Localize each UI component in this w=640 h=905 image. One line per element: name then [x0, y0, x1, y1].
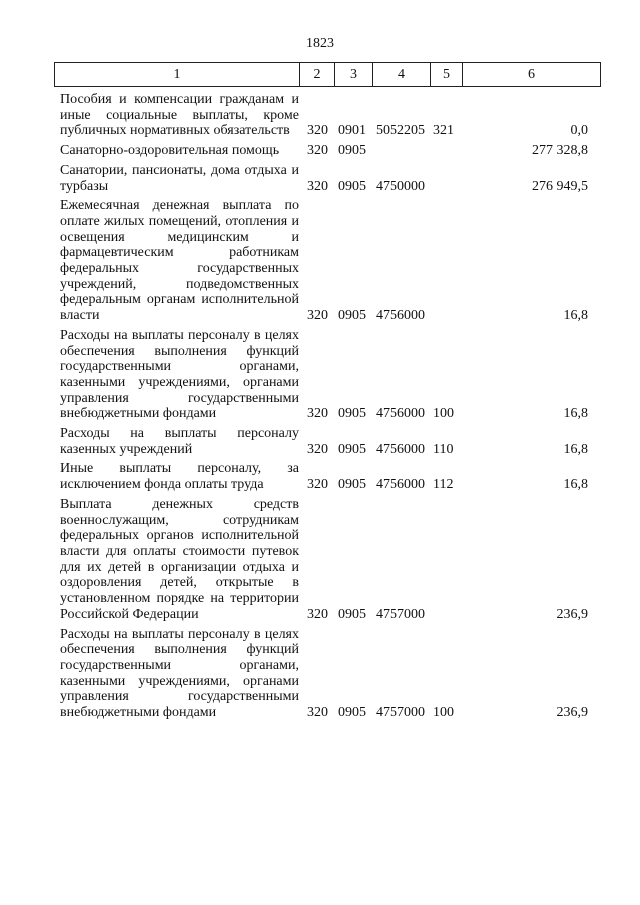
column-header-6: 6 [463, 63, 601, 87]
row-code-4: 4756000 [376, 308, 425, 324]
row-name: Выплата денежных средств военнослужащим, сотрудникам федеральных органов исполнительной власти для оплаты стоимости путевок для их детей в организации отдыха и оздоровления детей, открытые в установленном порядке на территории Российской Федерации [60, 496, 299, 622]
budget-table-body [54, 92, 600, 721]
table-row [54, 461, 600, 492]
row-code-5: 100 [433, 406, 454, 422]
row-code-4: 4756000 [376, 441, 425, 457]
table-row [54, 497, 600, 623]
row-name: Пособия и компенсации гражданам и иные социальные выплаты, кроме публичных нормативных обязательств [60, 92, 299, 139]
row-code-2: 320 [307, 308, 328, 324]
row-amount: 16,8 [563, 477, 588, 493]
row-amount: 0,0 [570, 123, 588, 139]
row-name: Санаторно-оздоровительная помощь [60, 143, 280, 159]
row-code-2: 320 [307, 606, 328, 622]
row-code-4: 4756000 [376, 406, 425, 422]
row-code-3: 0905 [338, 406, 366, 422]
row-amount: 16,8 [563, 406, 588, 422]
row-code-3: 0905 [338, 178, 366, 194]
column-header-5: 5 [431, 63, 463, 87]
row-code-3: 0901 [338, 123, 366, 139]
row-amount: 236,9 [556, 705, 588, 721]
row-code-4: 4750000 [376, 178, 425, 194]
row-code-3: 0905 [338, 705, 366, 721]
row-code-3: 0905 [338, 308, 366, 324]
row-name: Иные выплаты персоналу, за исключением фонда оплаты труда [60, 461, 299, 493]
row-code-3: 0905 [338, 441, 366, 457]
row-code-2: 320 [307, 477, 328, 493]
column-header-1: 1 [55, 63, 300, 87]
row-amount: 236,9 [556, 606, 588, 622]
column-header-3: 3 [335, 63, 373, 87]
table-row [54, 92, 600, 139]
row-code-4 [372, 143, 430, 159]
table-row [54, 143, 600, 159]
row-name: Ежемесячная денежная выплата по оплате жилых помещений, отопления и освещения медицинским и фармацевтическим работникам федеральных государственных учреждений, подведомственных федеральным органам исполнительной власти [60, 198, 299, 324]
row-code-2: 320 [307, 178, 328, 194]
column-header-table [54, 62, 601, 87]
row-code-4: 4757000 [376, 705, 425, 721]
row-amount: 16,8 [563, 308, 588, 324]
row-amount: 277 328,8 [532, 143, 588, 159]
row-code-5 [430, 163, 462, 194]
row-code-4: 5052205 [376, 123, 425, 139]
row-code-5 [430, 198, 462, 324]
table-row [54, 328, 600, 422]
row-code-4: 4757000 [376, 606, 425, 622]
table-row [54, 163, 600, 194]
row-amount: 16,8 [563, 441, 588, 457]
table-row [54, 627, 600, 721]
row-name: Санатории, пансионаты, дома отдыха и турбазы [60, 162, 299, 194]
row-code-4: 4756000 [376, 477, 425, 493]
row-amount: 276 949,5 [532, 178, 588, 194]
row-code-5: 112 [433, 477, 454, 493]
row-code-2: 320 [307, 143, 328, 159]
row-name: Расходы на выплаты персоналу в целях обеспечения выполнения функций государственными органами, казенными учреждениями, органами управления государственными внебюджетными фондами [60, 626, 299, 721]
row-code-5 [430, 143, 462, 159]
row-code-5: 110 [433, 441, 454, 457]
row-code-5: 100 [433, 705, 454, 721]
row-name: Расходы на выплаты персоналу казенных учреждений [60, 426, 299, 457]
page-number: 1823 [306, 36, 334, 51]
column-header-2: 2 [300, 63, 335, 87]
row-code-5: 321 [433, 123, 454, 139]
row-code-3: 0905 [338, 477, 366, 493]
column-header-4: 4 [373, 63, 431, 87]
row-code-2: 320 [307, 123, 328, 139]
row-code-2: 320 [307, 406, 328, 422]
budget-table [54, 92, 600, 721]
row-code-5 [430, 497, 462, 623]
table-row [54, 198, 600, 324]
row-name: Расходы на выплаты персоналу в целях обеспечения выполнения функций государственными органами, казенными учреждениями, органами управления государственными внебюджетными фондами [60, 327, 299, 422]
row-code-2: 320 [307, 705, 328, 721]
table-row [54, 426, 600, 457]
row-code-3: 0905 [338, 143, 366, 159]
column-header-row [55, 63, 601, 87]
row-code-3: 0905 [338, 606, 366, 622]
row-code-2: 320 [307, 441, 328, 457]
